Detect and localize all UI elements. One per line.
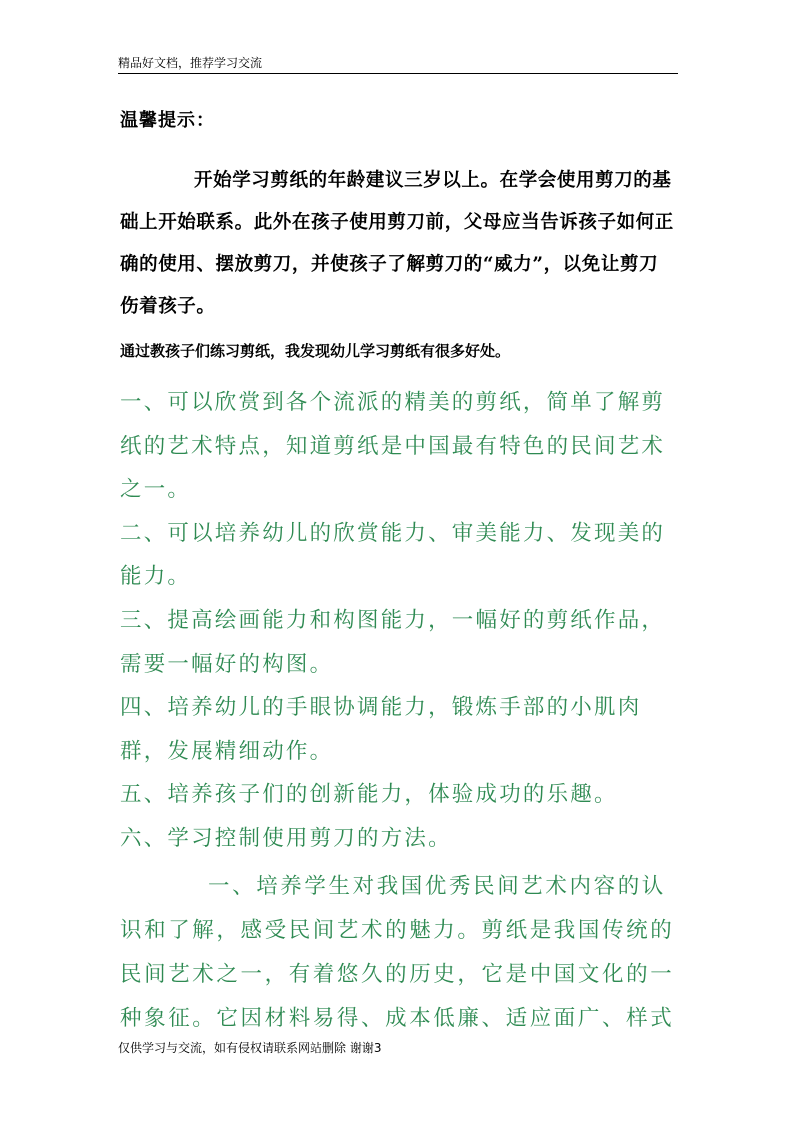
- intro-paragraph: 通过教孩子们练习剪纸，我发现幼儿学习剪纸有很多好处。: [120, 342, 511, 360]
- tip-body: 开始学习剪纸的年龄建议三岁以上。在学会使用剪刀的基础上开始联系。此外在孩子使用剪刀前，父母应当告诉孩子如何正确的使用、摆放剪刀，并使孩子了解剪刀的“威力”，以免让剪刀伤着孩子。: [120, 170, 674, 317]
- page-header: 精品好文档，推荐学习交流: [118, 56, 678, 74]
- benefit-item: 三、提高绘画能力和构图能力，一幅好的剪纸作品，需要一幅好的构图。: [120, 607, 666, 677]
- benefit-item: 六、学习控制使用剪刀的方法。: [120, 825, 452, 851]
- benefit-item: 五、培养孩子们的创新能力，体验成功的乐趣。: [120, 782, 618, 808]
- benefit-item: 一、可以欣赏到各个流派的精美的剪纸，简单了解剪纸的艺术特点，知道剪纸是中国最有特色的民间艺术之一。: [120, 390, 666, 503]
- benefit-item: 四、培养幼儿的手眼协调能力，锻炼手部的小肌肉群，发展精细动作。: [120, 695, 642, 764]
- page-footer: 仅供学习与交流，如有侵权请联系网站删除 谢谢3: [118, 1041, 382, 1055]
- closing-paragraph: 一、培养学生对我国优秀民间艺术内容的认识和了解，感受民间艺术的魅力。剪纸是我国传统的民间艺术之一，有着悠久的历史，它是中国文化的一种象征。它因材料易得、成本低廉、适应面广、样式: [120, 874, 675, 1031]
- tip-title: 温馨提示：: [120, 110, 215, 131]
- benefit-item: 二、可以培养幼儿的欣赏能力、审美能力、发现美的能力。: [120, 520, 666, 590]
- benefits-list: [120, 381, 678, 861]
